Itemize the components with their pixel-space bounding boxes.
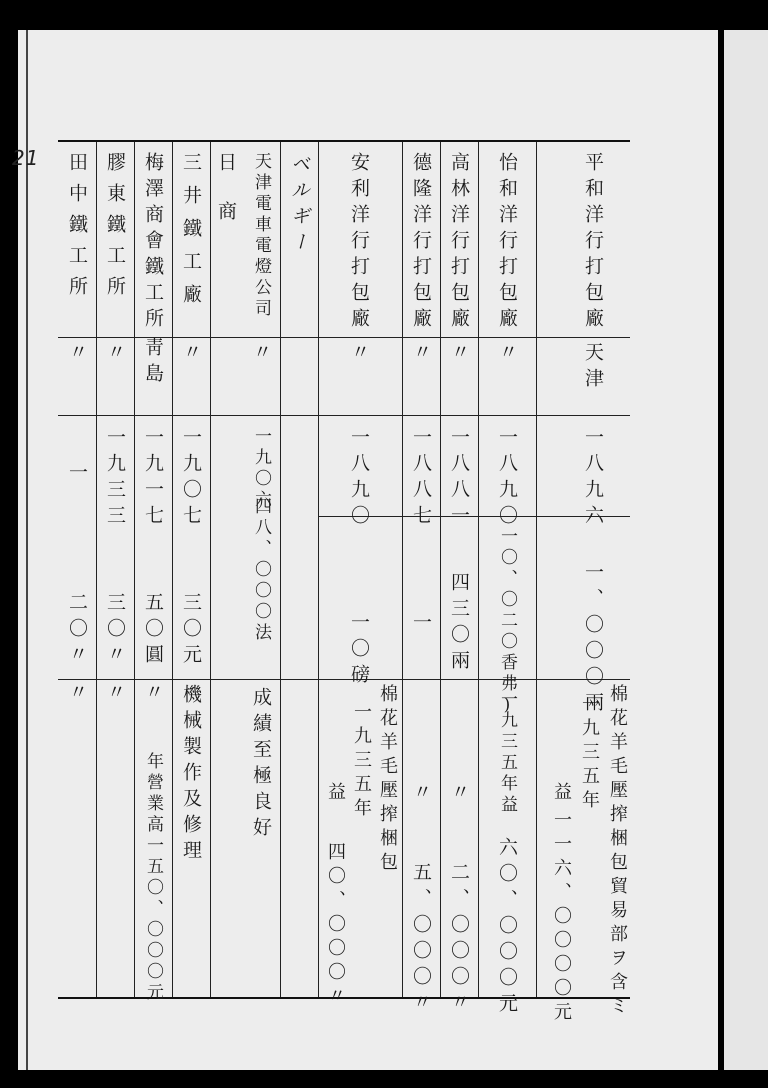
company-name: 高林洋行打包廠 — [448, 152, 470, 334]
company-note: 年營業高一五〇、〇〇〇元 — [143, 752, 163, 1004]
company-place: 〃 — [448, 342, 470, 368]
company-name: 怡和洋行打包廠 — [496, 152, 518, 334]
note-amount: 六〇、〇〇〇元 — [496, 837, 518, 1019]
company-place: 〃 — [348, 342, 370, 368]
company-capital: 一、〇〇〇兩 — [582, 562, 604, 718]
adjacent-page-edge — [724, 30, 768, 1070]
company-capital: 一 — [410, 612, 432, 638]
table-column — [96, 142, 134, 997]
company-name: 田中鐵工所 — [66, 152, 88, 307]
section-header-column — [210, 142, 242, 997]
note-amount: 二、〇〇〇〃 — [448, 862, 470, 1018]
note-title: 棉花羊毛壓搾梱包 — [377, 684, 398, 876]
company-table — [58, 140, 630, 1026]
company-name: 天津電車電燈公司 — [251, 152, 271, 320]
company-place: 靑島 — [142, 337, 164, 389]
note-ditto: 〃 — [66, 682, 88, 708]
table-column — [478, 142, 536, 1019]
company-capital: 五〇圓 — [142, 592, 164, 670]
table-column — [440, 142, 478, 1018]
company-year: 一九〇六 — [251, 427, 271, 511]
note-year: 一九三五年 — [351, 702, 372, 822]
note-ditto: 〃 — [142, 682, 164, 708]
note-label: 益 — [551, 782, 572, 806]
note-amount: 五、〇〇〇〃 — [410, 862, 432, 1018]
table-column — [402, 142, 440, 1018]
company-capital: 二〇〃 — [66, 592, 88, 670]
company-place: 〃 — [496, 342, 518, 368]
note-ditto: 〃 — [104, 682, 126, 708]
company-year: 一九一七 — [142, 427, 164, 531]
company-capital: 三〇元 — [180, 592, 202, 670]
company-name: 三井鐵工廠 — [180, 152, 202, 317]
company-capital: 四三〇兩 — [448, 572, 470, 676]
note-title: 棉花羊毛壓搾梱包貿易部ヲ含ミ — [607, 684, 628, 1020]
company-name: 梅澤商會鐵工所 — [142, 152, 164, 334]
table-column — [58, 142, 96, 997]
company-place: 〃 — [410, 342, 432, 368]
company-capital: 四八、〇〇〇法 — [251, 497, 271, 644]
company-place: 〃 — [66, 342, 88, 368]
note-amount: 一一六、〇〇〇〇元 — [551, 810, 572, 1026]
company-year: 一八九六 — [582, 427, 604, 531]
table-column — [242, 142, 280, 997]
company-note: 機械製作及修理 — [180, 684, 202, 866]
company-name: 安利洋行打包廠 — [348, 152, 370, 334]
company-year: 一八八七 — [410, 427, 432, 531]
company-year: 一 — [66, 462, 88, 488]
page-number: 21 — [12, 146, 40, 170]
company-year: 一九三三 — [104, 427, 126, 531]
company-year: 一九〇七 — [180, 427, 202, 531]
company-name: 德隆洋行打包廠 — [410, 152, 432, 334]
note-label: 益 — [325, 782, 346, 806]
note-year: 一九三五年 — [579, 694, 600, 814]
company-name: 膠東鐵工所 — [104, 152, 126, 307]
company-name: 平和洋行打包廠 — [582, 152, 604, 334]
company-place: 〃 — [104, 342, 126, 368]
section-header-japanese: 日商 — [215, 152, 237, 250]
company-capital: 一〇、〇二〇香弗) — [497, 527, 517, 719]
company-year: 一八九〇 — [496, 427, 518, 531]
note-ditto: 〃 — [410, 782, 432, 808]
section-header-belgium: ベルギー — [288, 154, 310, 258]
company-place: 〃 — [250, 342, 272, 368]
company-year: 一八八一 — [448, 427, 470, 531]
page-binding-line — [26, 30, 28, 1070]
company-place: 天津 — [582, 342, 604, 394]
note-year: 一九三五年益 — [497, 690, 517, 816]
col-divider — [536, 142, 537, 997]
company-capital: 一〇磅 — [348, 612, 370, 690]
company-note: 成績至極良好 — [250, 687, 272, 843]
company-place: 〃 — [180, 342, 202, 368]
table-column — [134, 142, 172, 1004]
section-header-column — [280, 142, 318, 997]
note-ditto: 〃 — [448, 782, 470, 808]
table-column — [172, 142, 210, 997]
company-capital: 三〇〃 — [104, 592, 126, 670]
company-year: 一八九〇 — [348, 427, 370, 531]
note-amount: 四〇、〇〇〇〃 — [325, 842, 346, 1010]
